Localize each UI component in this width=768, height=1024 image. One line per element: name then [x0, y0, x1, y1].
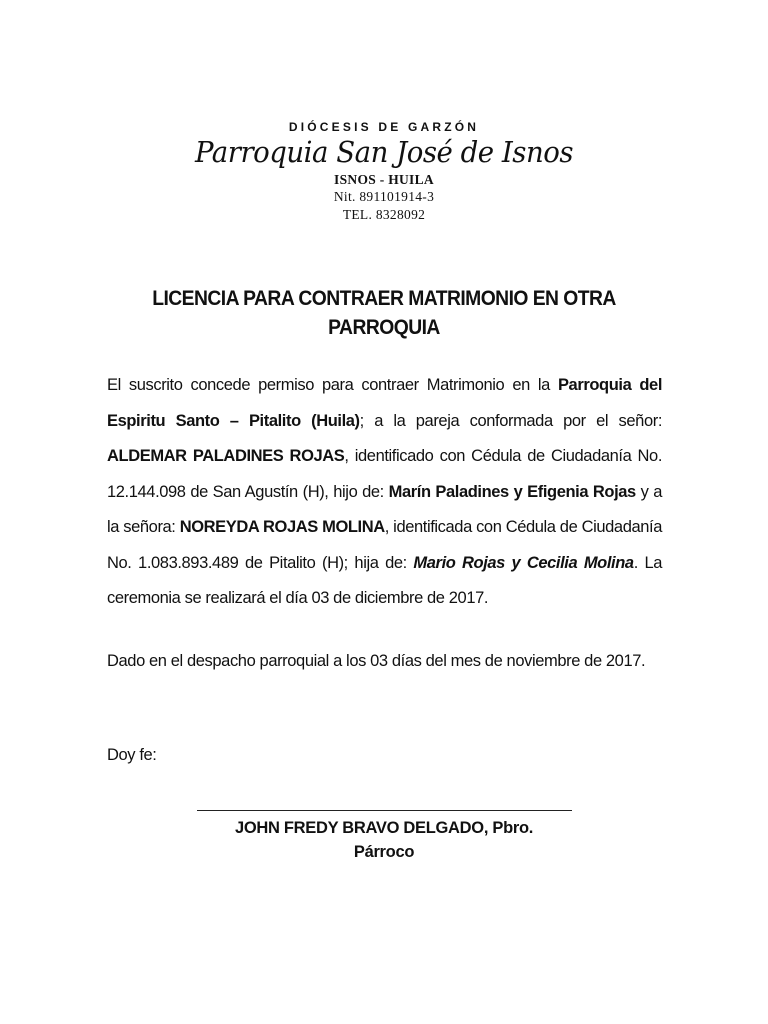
parish-location: ISNOS - HUILA	[334, 172, 434, 187]
groom-parents: Marín Paladines y Efigenia Rojas	[388, 482, 636, 501]
bride-name: NOREYDA ROJAS MOLINA	[179, 518, 385, 536]
bride-parents: Mario Rojas y Cecilia Molina	[413, 553, 634, 572]
document-title: LICENCIA PARA CONTRAER MATRIMONIO EN OTRA PARROQUIA	[152, 287, 616, 339]
issue-statement: Dado en el despacho parroquial a los 03 días del mes de noviembre de 2017.	[107, 652, 646, 670]
letterhead	[0, 118, 768, 224]
parish-nit: Nit. 891101914-3	[333, 189, 435, 204]
parish-phone: TEL. 8328092	[342, 207, 426, 222]
body-text-4: y a la señora:	[107, 482, 662, 536]
body-text-3: , identificado con Cédula de Ciudadanía No. 12.144.098 de San Agustín (H), hijo de:	[107, 447, 662, 501]
body-text-1: El suscrito concede permiso para contraer Matrimonio en la	[107, 376, 558, 394]
body-text-2: ; a la pareja conformada por el señor:	[359, 411, 662, 430]
diocese-name: DIÓCESIS DE GARZÓN	[288, 120, 480, 134]
signer-name: JOHN FREDY BRAVO DELGADO, Pbro.	[234, 819, 534, 837]
signature-line	[197, 810, 572, 811]
signer-role: Párroco	[353, 843, 415, 861]
parish-name: Parroquia San José de Isnos	[194, 135, 574, 169]
body-text-5: , identificada con Cédula de Ciudadanía No. 1.083.893.489 de Pitalito (H); hija de:	[107, 518, 662, 572]
groom-name: ALDEMAR PALADINES ROJAS	[107, 447, 345, 465]
body-text-6: . La ceremonia se realizará el día 03 de diciembre de 2017.	[107, 553, 662, 607]
destination-parish: Parroquia del Espiritu Santo – Pitalito (Huila)	[107, 376, 662, 430]
attestation: Doy fe:	[107, 746, 157, 764]
license-body	[107, 368, 662, 617]
